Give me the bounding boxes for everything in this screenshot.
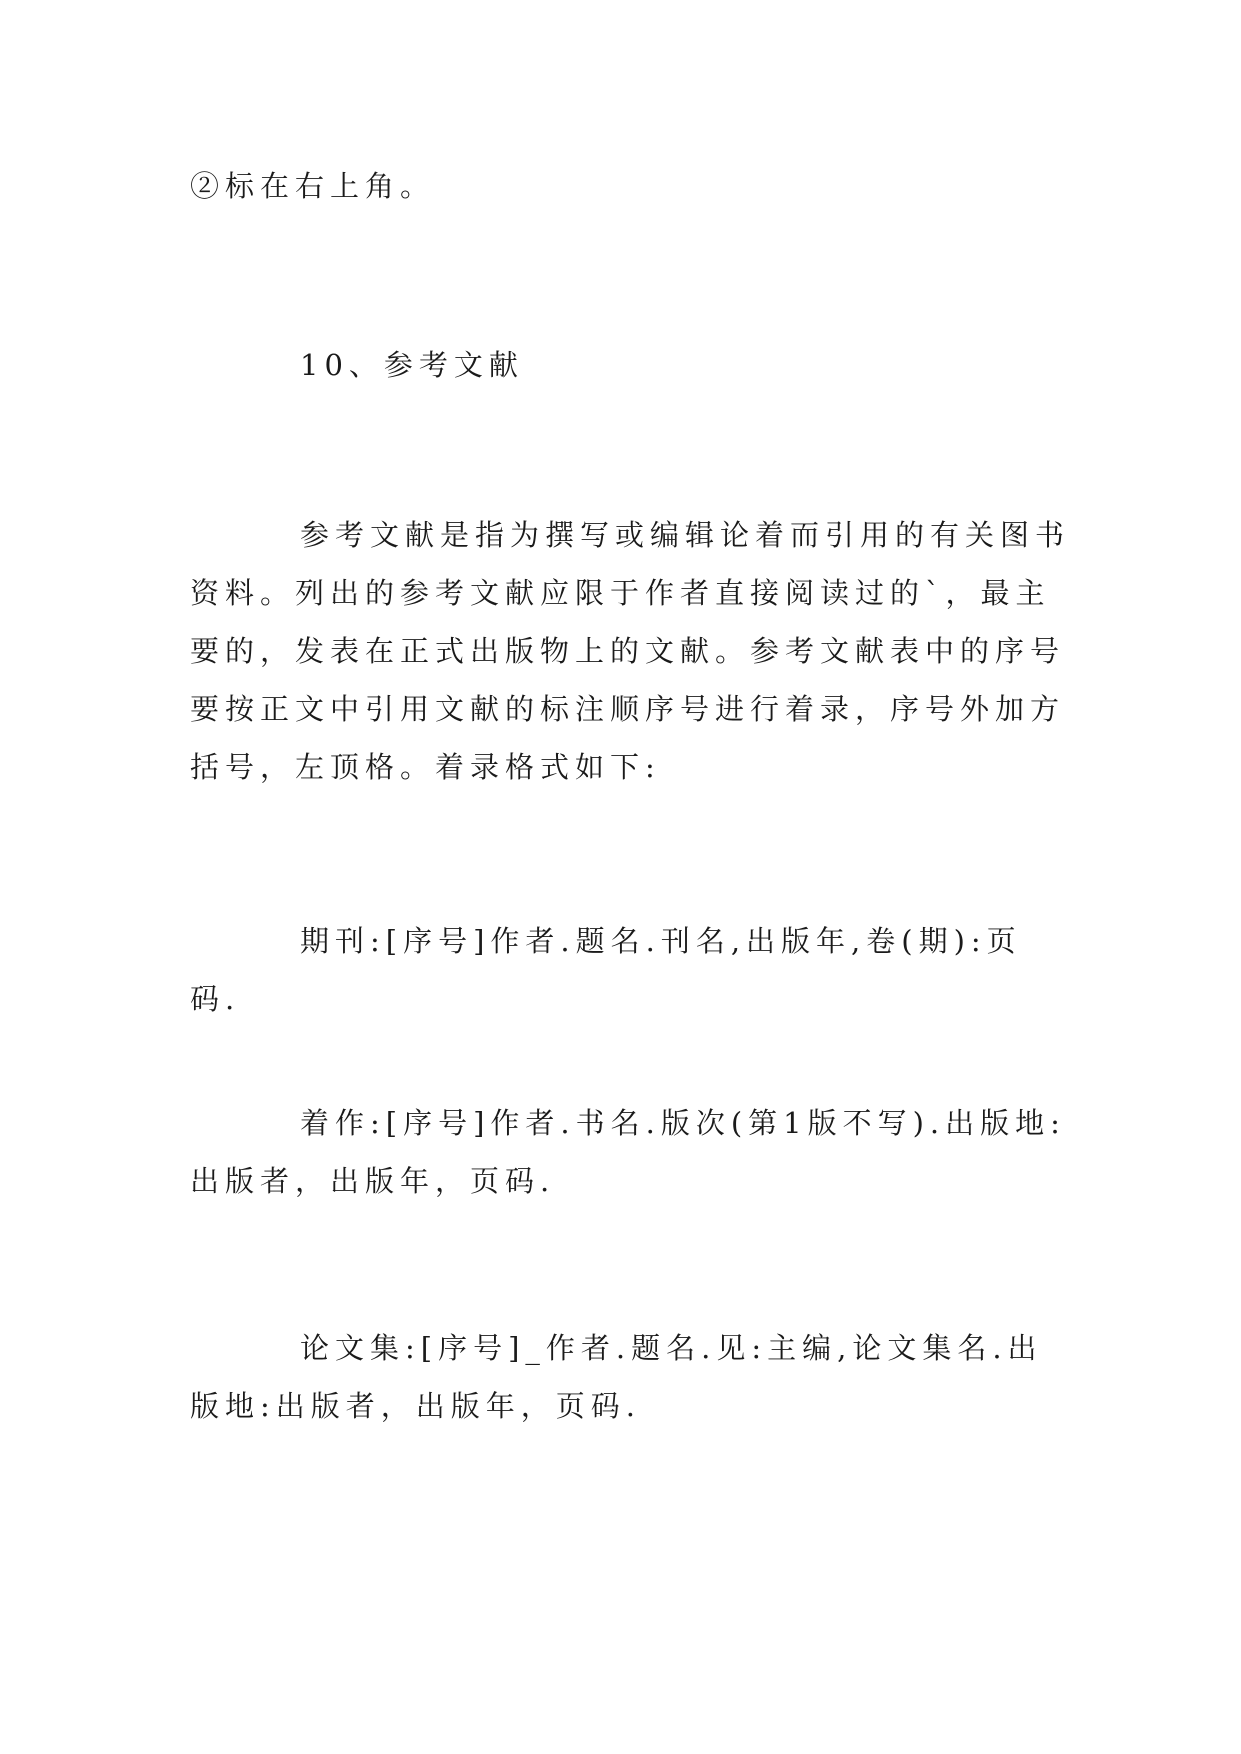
format-journal: 期刊:[序号]作者.题名.刊名,出版年,卷(期):页码. — [190, 924, 1022, 1016]
note-line: ②标在右上角。 — [190, 169, 436, 203]
intro-paragraph: 参考文献是指为撰写或编辑论着而引用的有关图书资料。列出的参考文献应限于作者直接阅读过的`，最主要的，发表在正式出版物上的文献。参考文献表中的序号要按正文中引用文献的标注顺序号进行着录，序号外加方括号，左顶格。着录格式如下: — [190, 518, 1071, 784]
section-heading: 10、参考文献 — [300, 348, 524, 382]
format-proceedings: 论文集:[序号]_作者.题名.见:主编,论文集名.出版地:出版者，出版年，页码. — [190, 1331, 1043, 1423]
format-book: 着作:[序号]作者.书名.版次(第1版不写).出版地:出版者，出版年，页码. — [190, 1106, 1066, 1198]
